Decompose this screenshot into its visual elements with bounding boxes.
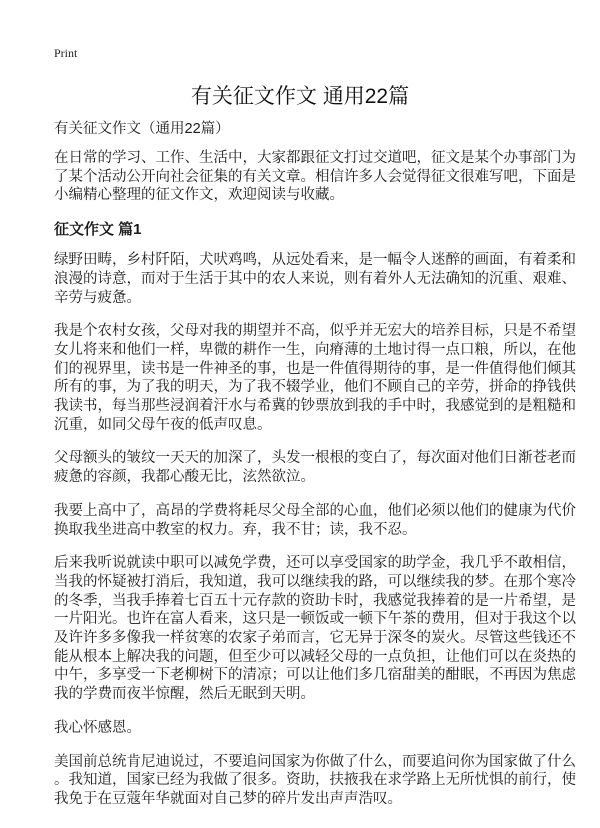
- paragraph: 父母额头的皱纹一天天的加深了，头发一根根的变白了，每次面对他们日渐苍老而 疲惫的容颜，我都心酸无比，泫然欲泣。: [54, 450, 576, 486]
- paragraph: 我要上高中了，高昂的学费将耗尽父母全部的心血，他们必须以他们的健康为代价 换取我坐进高中教室的权力。弃，我不甘；读，我不忍。: [54, 502, 576, 538]
- paragraph: 我心怀感恩。: [54, 719, 141, 736]
- paragraph: 美国前总统肯尼迪说过，不要追问国家为你做了什么，而要追问你为国家做了什么 。我知道，国家已经为我做了很多。资助，扶掖我在求学路上无所忧惧的前行，使 我免于在豆蔻年华就面对自己梦的碎片发出声声浩叹。: [54, 753, 576, 807]
- section-heading: 征文作文 篇1: [54, 221, 142, 239]
- paragraph: 绿野田畴，乡村阡陌，犬吠鸡鸣，从远处看来，是一幅令人迷醉的画面，有着柔和 浪漫的诗意，而对于生活于其中的农人来说，则有着外人无法确知的沉重、艰难、 辛劳与疲惫。: [54, 252, 576, 306]
- paragraph: 我是个农村女孩，父母对我的期望并不高，似乎并无宏大的培养目标，只是不希望 女儿将来和他们一样，卑微的耕作一生，向瘠薄的土地讨得一点口粮，所以，在他 们的视界里，读书是一件神圣的事，也是一件值得期待的事，是一件值得他们倾其 所有的事，为了我的明天，为了我不辍学业，他们不顾自己的辛劳，拼命的挣钱供 我读书，每当那些浸润着汗水与希冀的钞票放到我的手中时，我感觉到的是粗糙和 沉重，如同父母午夜的低声叹息。: [54, 323, 576, 433]
- document-subtitle: 有关征文作文（通用22篇）: [54, 121, 230, 137]
- print-label: Print: [54, 46, 78, 60]
- document-body: [54, 120, 576, 824]
- intro-paragraph: 在日常的学习、工作、生活中，大家都跟征文打过交道吧，征文是某个办事部门为 了某个活动公开向社会征集的有关文章。相信许多人会觉得征文很难写吧，下面是 小编精心整理的征文作文，欢迎阅读与收藏。: [54, 150, 576, 204]
- document-title: 有关征文作文 通用22篇: [190, 85, 410, 108]
- paragraph: 后来我听说就读中职可以减免学费，还可以享受国家的助学金，我几乎不敢相信， 当我的怀疑被打消后，我知道，我可以继续我的路，可以继续我的梦。在那个寒冷 的冬季，当我手捧着七百五十元存款的资助卡时，我感觉我捧着的是一片希望，是 一片阳光。也许在富人看来，这只是一顿饭或一顿下午茶的费用，但对于我这个以 及许许多多像我一样贫寒的农家子弟而言，它无异于深冬的炭火。尽管这些钱还不 能从根本上解决我的问题，但至少可以减轻父母的一点负担，让他们可以在炎热的 中午，多享受一下老柳树下的清凉；可以让他们多几宿甜美的酣眠，不再因为焦虑 我的学费而夜半惊醒，然后无眠到天明。: [54, 555, 576, 703]
